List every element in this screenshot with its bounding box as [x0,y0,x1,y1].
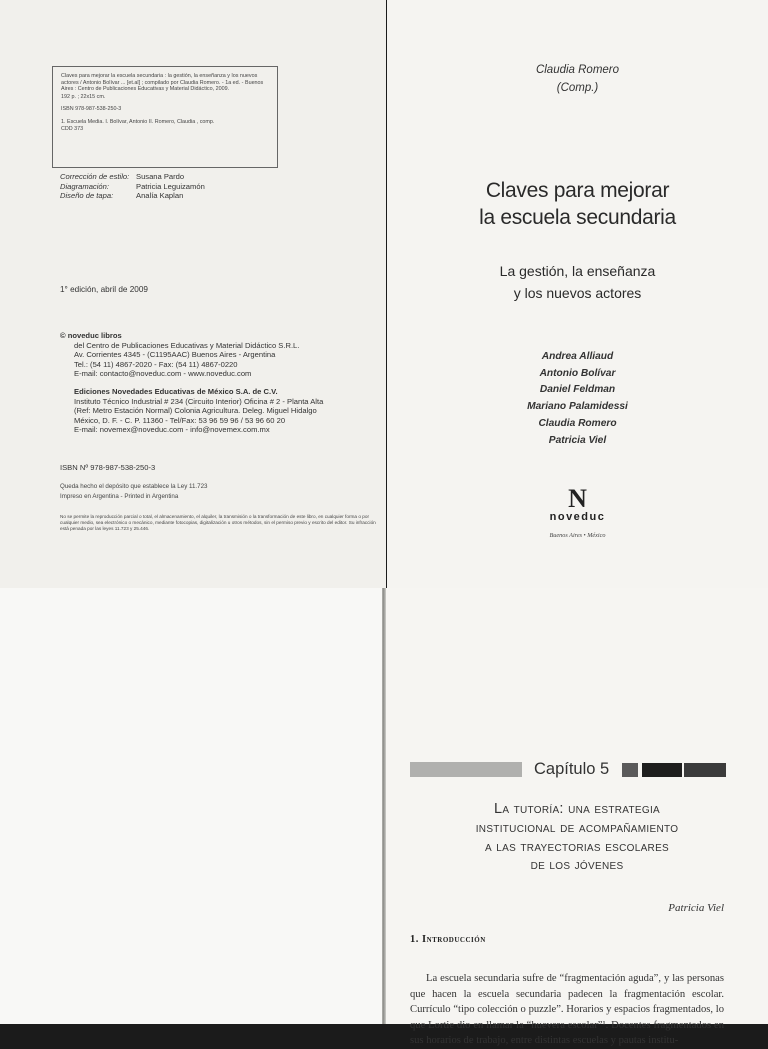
address-line: Av. Corrientes 4345 - (C1195AAC) Buenos Aires - Argentina [74,350,276,360]
credit-row [60,191,205,201]
printed-in: Impreso en Argentina - Printed in Argentina [60,492,179,500]
edition-line: 1° edición, abril de 2009 [60,285,148,294]
credit-role: Diagramación: [60,181,109,191]
address-line: México, D. F. - C. P. 11360 - Tel/Fax: 53 96 59 96 / 53 96 60 20 [74,415,286,425]
copyright-notice: No se permite la reproducción parcial o total, el almacenamiento, el alquiler, la transmisión o la transformación de este libro, en cualquier forma o por cualquier medio, sea electrónico o mecánico, mediante fotocopias, digitalización u otros métodos, sin el permiso previo y escrito del editor. Su infracción está penada por las leyes 11.723 y 25.446. [60,514,376,532]
cip-cdd: CDD 373 [61,125,84,132]
chapter-page [386,588,768,1047]
section-heading: 1. Introducción [410,934,486,945]
chapter-title-line: La tutoría: una estrategia [493,801,661,817]
cip-isbn: ISBN 978-987-538-250-3 [61,106,122,113]
legal-notes [60,482,207,501]
book-subtitle-line2: y los nuevos actores [513,285,642,301]
author-name: Claudia Romero [538,417,617,429]
publisher-info [60,331,380,435]
credit-name: Analía Kaplan [136,191,184,200]
address-line: Tel.: (54 11) 4867-2020 - Fax: (54 11) 4867-0220 [74,359,238,369]
cip-catalog-box [52,66,278,168]
publisher-ar-name: © noveduc libros [60,331,122,340]
blank-page [0,588,382,1024]
chapter-title-line: institucional de acompañamiento [475,819,679,836]
credit-role: Diseño de tapa: [60,191,114,200]
chapter-title-line: a las trayectorias escolares [484,838,670,855]
author-name: Patricia Viel [548,434,607,446]
chapter-block-decoration [642,763,682,777]
book-title-line1: Claves para mejorar [485,179,670,202]
credit-role: Corrección de estilo: [60,172,130,181]
publisher-ar-address [60,341,380,435]
chapter-bar-decoration [410,762,522,777]
publisher-places: Buenos Aires • México [549,532,606,539]
address-line: Instituto Técnico Industrial # 234 (Circuito Interior) Oficina # 2 - Planta Alta [74,396,324,406]
address-line: E-mail: contacto@noveduc.com - www.noveduc.com [74,369,252,379]
publisher-logo-icon: N [568,484,587,513]
publisher-name: noveduc [549,511,606,523]
chapter-block-decoration [684,763,726,777]
chapter-label: Capítulo 5 [534,760,610,778]
book-title-line2: la escuela secundaria [479,206,676,229]
address-line: del Centro de Publicaciones Educativas y Material Didáctico S.R.L. [74,340,300,350]
chapter-title [386,800,768,875]
copyright-page [0,0,386,588]
author-name: Daniel Feldman [539,384,616,396]
author-name: Antonio Bolívar [539,367,616,379]
credit-name: Susana Pardo [136,172,185,181]
editor-role: (Comp.) [556,82,599,94]
book-subtitle-line1: La gestión, la enseñanza [499,263,656,279]
cip-description: Claves para mejorar la escuela secundaria : la gestión, la enseñanza y los nuevos actores / Antonio Bolívar ... [et.al] ; compilado por Claudia Romero. - 1a ed. - Buenos Aires : Centro de Publicaciones Educativas y Material Didáctico, 2009. [61,73,264,93]
cip-pages: 192 p. ; 22x15 cm. [61,93,106,100]
cip-subjects: 1. Escuela Media. I. Bolívar, Antonio II. Romero, Claudia , comp. [61,118,215,125]
author-name: Andrea Alliaud [541,351,614,362]
isbn-line: ISBN Nº 978-987-538-250-3 [60,463,156,472]
address-line: (Ref: Metro Estación Normal) Colonia Agricultura. Deleg. Miguel Hidalgo [74,406,317,416]
legal-deposit: Queda hecho el depósito que establece la Ley 11.723 [60,483,208,490]
body-paragraph: La escuela secundaria sufre de “fragmentación aguda”, y las personas que hacen la escuela secundaria padecen la fragmentación escolar. Currículo “tipo colección o puzzle”. Horarios y espacios fragmentados, lo que Lortie dio en llamar la “huevera escolar”¹. Docentes fragmentados en sus horarios de trabajo, entre distintas escuelas y pautas institu- [410,973,724,1047]
credit-row [60,172,205,182]
editor-name: Claudia Romero [535,64,620,76]
author-name: Mariano Palamidessi [527,401,628,413]
author-list [387,349,768,449]
credit-name: Patricia Leguizamón [136,181,205,191]
chapter-author: Patricia Viel [668,902,724,914]
chapter-title-line: de los jóvenes [530,857,624,874]
production-credits [60,172,205,201]
publisher-mx-name: Ediciones Novedades Educativas de México S.A. de C.V. [74,386,278,396]
address-line: E-mail: novemex@noveduc.com - info@novemex.com.mx [74,425,270,435]
credit-row [60,182,205,192]
title-page [387,0,768,588]
chapter-block-decoration [622,763,638,777]
